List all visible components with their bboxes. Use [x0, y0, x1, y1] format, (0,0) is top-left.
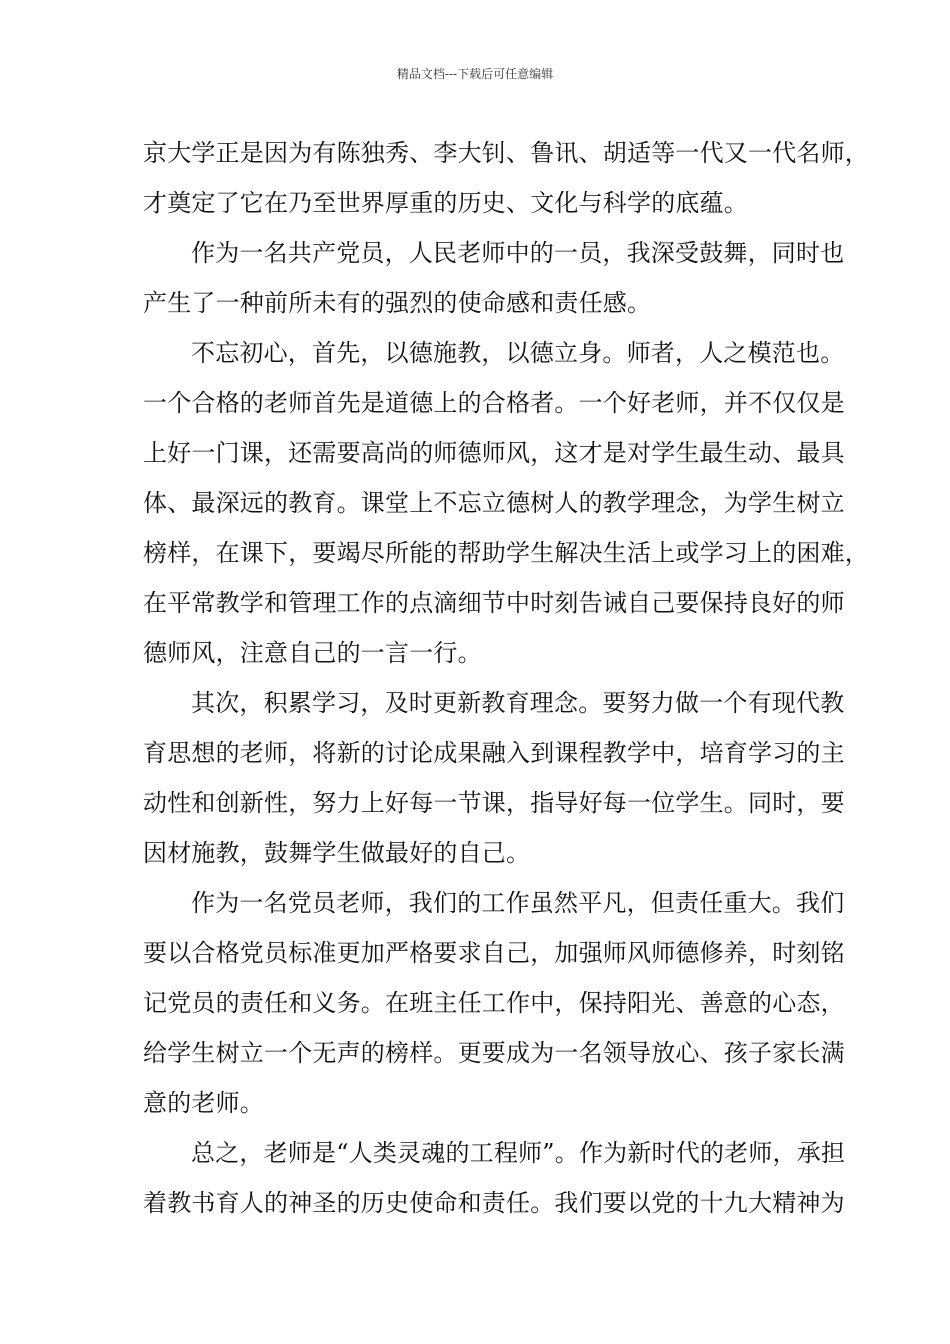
- text-line: 榜样，在课下，要竭尽所能的帮助学生解决生活上或学习上的困难，: [143, 539, 869, 567]
- text-line: 意的老师。: [143, 1089, 264, 1117]
- text-line: 在平常教学和管理工作的点滴细节中时刻告诫自己要保持良好的师: [143, 589, 845, 617]
- document-body: [143, 128, 869, 1228]
- text-line: 给学生树立一个无声的榜样。更要成为一名领导放心、孩子家长满: [143, 1039, 845, 1067]
- text-line: 着教书育人的神圣的历史使命和责任。我们要以党的十九大精神为: [143, 1189, 845, 1217]
- page-header: 精品文档---下载后可任意编辑: [396, 67, 554, 81]
- text-line: 上好一门课，还需要高尚的师德师风，这才是对学生最生动、最具: [143, 439, 845, 467]
- paragraph: [143, 1128, 846, 1228]
- text-line: 动性和创新性，努力上好每一节课，指导好每一位学生。同时，要: [143, 789, 845, 817]
- paragraph: [143, 328, 869, 678]
- paragraph: [143, 128, 869, 228]
- text-line: 才奠定了它在乃至世界厚重的历史、文化与科学的底蕴。: [143, 189, 748, 217]
- text-line: 其次，积累学习，及时更新教育理念。要努力做一个有现代教: [191, 689, 845, 717]
- text-line: 产生了一种前所未有的强烈的使命感和责任感。: [143, 289, 652, 317]
- text-line: 总之，老师是“人类灵魂的工程师”。作为新时代的老师，承担: [191, 1139, 846, 1167]
- text-line: 不忘初心，首先，以德施教，以德立身。师者，人之模范也。: [191, 339, 845, 367]
- text-line: 作为一名党员老师，我们的工作虽然平凡，但责任重大。我们: [191, 889, 845, 917]
- text-line: 记党员的责任和义务。在班主任工作中，保持阳光、善意的心态，: [143, 989, 845, 1017]
- text-line: 体、最深远的教育。课堂上不忘立德树人的教学理念，为学生树立: [143, 489, 845, 517]
- paragraph: [143, 228, 845, 328]
- paragraph: [143, 878, 845, 1128]
- text-line: 要以合格党员标准更加严格要求自己，加强师风师德修养，时刻铭: [143, 939, 845, 967]
- text-line: 因材施教，鼓舞学生做最好的自己。: [143, 839, 531, 867]
- text-line: 作为一名共产党员，人民老师中的一员，我深受鼓舞，同时也: [191, 239, 845, 267]
- text-line: 一个合格的老师首先是道德上的合格者。一个好老师，并不仅仅是: [143, 389, 845, 417]
- text-line: 京大学正是因为有陈独秀、李大钊、鲁讯、胡适等一代又一代名师，: [143, 139, 869, 167]
- text-line: 育思想的老师，将新的讨论成果融入到课程教学中，培育学习的主: [143, 739, 845, 767]
- text-line: 德师风，注意自己的一言一行。: [143, 639, 482, 667]
- paragraph: [143, 678, 845, 878]
